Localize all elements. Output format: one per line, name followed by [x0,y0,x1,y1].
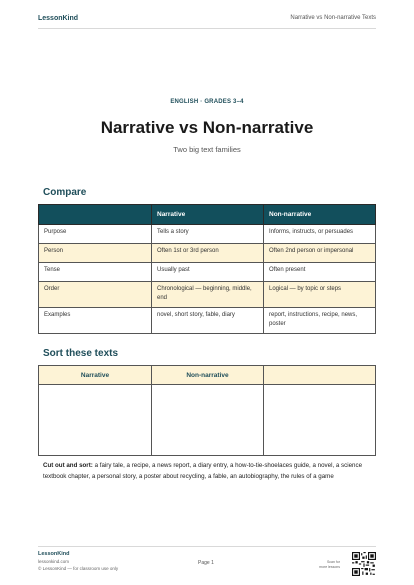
qr-code-icon[interactable] [352,552,376,576]
compare-header-cell: Non-narrative [264,205,376,225]
sort-header-cell: Non-narrative [152,366,264,385]
table-cell: novel, short story, fable, diary [152,308,264,334]
sort-header-cell [264,366,376,385]
cut-out-list: a fairy tale, a recipe, a news report, a diary entry, a how-to-tie-shoelaces guide, a novel, a science textbook chapter, a personal story, a poster about recycling, a fable, an autobiography, the rules of a game [43,462,363,480]
table-cell: Tells a story [152,225,264,244]
compare-heading: Compare [43,187,87,198]
sort-drop-area[interactable] [152,385,264,456]
table-row [39,244,376,263]
document-title: Narrative vs Non-narrative Texts [290,15,376,21]
sort-table [38,365,376,456]
table-cell: Often present [264,263,376,282]
table-row [39,308,376,334]
compare-header-row [39,205,376,225]
page-title: Narrative vs Non-narrative [100,118,314,137]
cut-out-instructions [43,460,373,482]
table-cell: Usually past [152,263,264,282]
sort-drop-area[interactable] [264,385,376,456]
compare-header-cell [39,205,152,225]
table-row [39,263,376,282]
sort-heading: Sort these texts [43,348,119,359]
row-label: Examples [39,308,152,334]
table-cell: Often 1st or 3rd person [152,244,264,263]
table-cell: Chronological — beginning, middle, end [152,282,264,308]
footer-copyright: © LessonKind — for classroom use only [38,566,119,571]
sort-header-row [39,366,376,385]
sort-header-cell: Narrative [39,366,152,385]
cut-out-label: Cut out and sort: [43,462,93,469]
scan-caption-line: Scan for [326,560,340,564]
sort-drop-area[interactable] [39,385,152,456]
table-cell: report, instructions, recipe, news, poster [264,308,376,334]
compare-header-cell: Narrative [152,205,264,225]
brand-logo[interactable]: LessonKind [38,15,79,22]
row-label: Person [39,244,152,263]
table-row [39,225,376,244]
page-header [38,12,376,29]
table-cell: Logical — by topic or steps [264,282,376,308]
row-label: Tense [39,263,152,282]
table-row [39,282,376,308]
scan-caption-line: more lessons [319,565,340,569]
subject-tag: ENGLISH · GRADES 3–4 [170,99,244,105]
page-footer [38,546,376,577]
row-label: Purpose [39,225,152,244]
compare-table [38,204,376,334]
row-label: Order [39,282,152,308]
footer-brand: LessonKind [38,551,70,557]
footer-url[interactable]: lessonkind.com [38,559,70,564]
scan-caption [319,560,340,570]
table-cell: Often 2nd person or impersonal [264,244,376,263]
table-cell: Informs, instructs, or persuades [264,225,376,244]
page-number: Page 1 [198,560,214,566]
sort-answer-row [39,385,376,456]
page-subtitle: Two big text families [173,145,241,154]
